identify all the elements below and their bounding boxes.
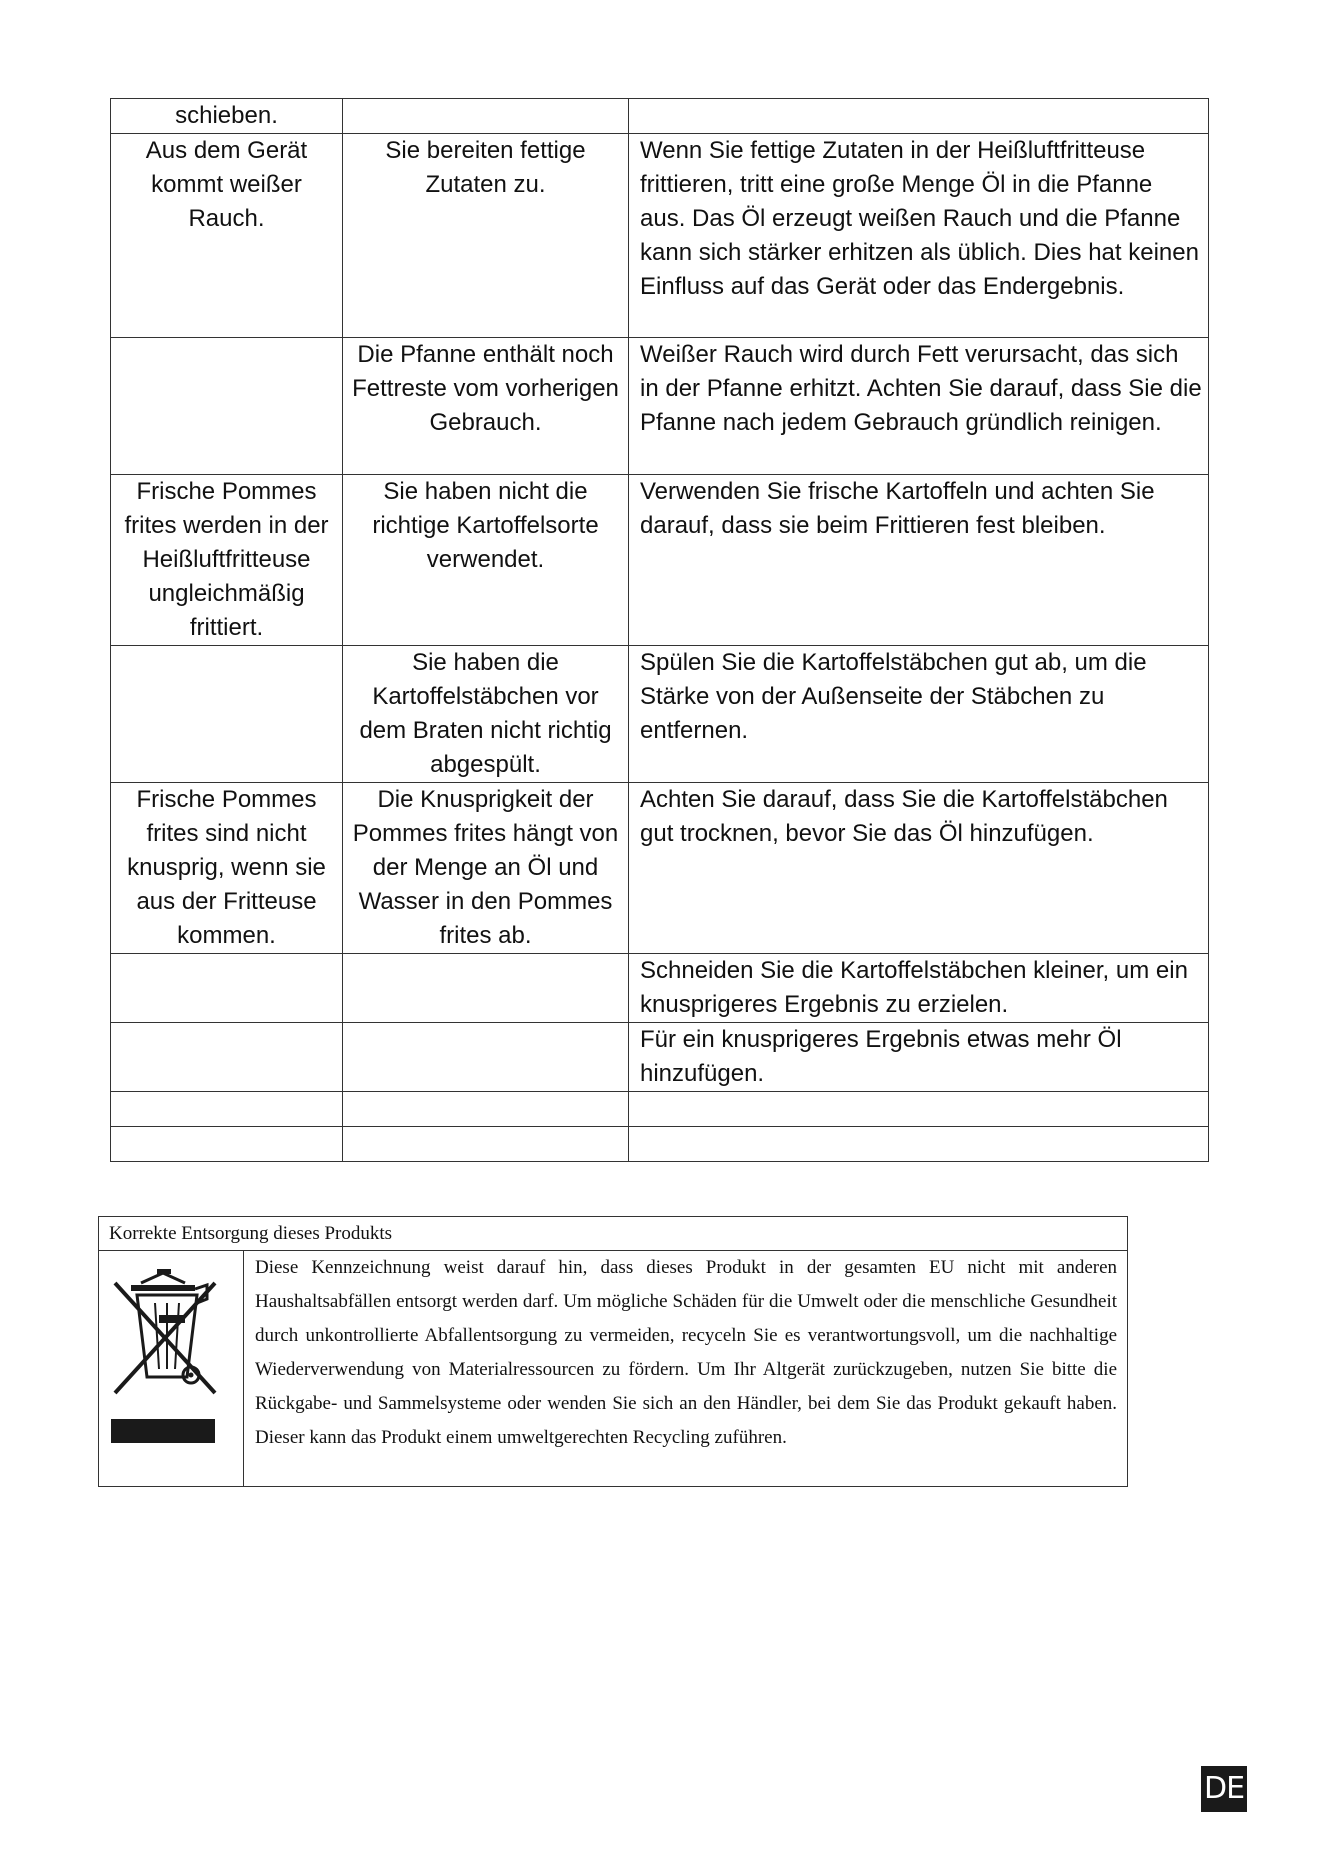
table-row (111, 134, 1209, 338)
weee-icon-cell (99, 1251, 244, 1487)
solution-cell (629, 1127, 1209, 1162)
table-row (111, 1092, 1209, 1127)
solution-cell (629, 1092, 1209, 1127)
cause-cell (343, 1092, 629, 1127)
solution-cell: Wenn Sie fettige Zutaten in der Heißluftfritteuse frittieren, tritt eine große Menge Öl in die Pfanne aus. Das Öl erzeugt weißen Rauch und die Pfanne kann sich stärker erhitzen als üblich. Dies hat keinen Einfluss auf das Gerät oder das Endergebnis. (629, 134, 1209, 338)
problem-cell: schieben. (111, 99, 343, 134)
cause-cell (343, 1127, 629, 1162)
problem-cell: Frische Pommes frites sind nicht knusprig, wenn sie aus der Fritteuse kommen. (111, 783, 343, 954)
solution-cell: Achten Sie darauf, dass Sie die Kartoffelstäbchen gut trocknen, bevor Sie das Öl hinzufügen. (629, 783, 1209, 954)
disposal-text: Diese Kennzeichnung weist darauf hin, dass dieses Produkt in der gesamten EU nicht mit anderen Haushaltsabfällen entsorgt werden darf. Um mögliche Schäden für die Umwelt oder die menschliche Gesundheit durch unkontrollierte Abfallentsorgung zu vermeiden, recyceln Sie es verantwortungsvoll, um die nachhaltige Wiederverwendung von Materialressourcen zu fördern. Um Ihr Altgerät zurückzugeben, nutzen Sie bitte die Rückgabe- und Sammelsysteme oder wenden Sie sich an den Händler, bei dem Sie das Produkt gekauft haben. Dieser kann das Produkt einem umweltgerechten Recycling zuführen. (244, 1251, 1128, 1487)
language-badge: DE (1201, 1766, 1247, 1812)
cause-cell (343, 954, 629, 1023)
problem-cell: Aus dem Gerät kommt weißer Rauch. (111, 134, 343, 338)
solution-cell: Für ein knusprigeres Ergebnis etwas mehr Öl hinzufügen. (629, 1023, 1209, 1092)
crossed-out-wheelie-bin-icon (111, 1265, 221, 1445)
cause-cell: Die Knusprigkeit der Pommes frites hängt von der Menge an Öl und Wasser in den Pommes frites ab. (343, 783, 629, 954)
problem-cell (111, 338, 343, 475)
cause-cell: Sie haben die Kartoffelstäbchen vor dem Braten nicht richtig abgespült. (343, 646, 629, 783)
problem-cell (111, 1127, 343, 1162)
table-row (111, 646, 1209, 783)
problem-cell (111, 1023, 343, 1092)
table-row (111, 1127, 1209, 1162)
table-row (111, 954, 1209, 1023)
problem-cell (111, 954, 343, 1023)
cause-cell (343, 1023, 629, 1092)
cause-cell: Sie bereiten fettige Zutaten zu. (343, 134, 629, 338)
cause-cell: Die Pfanne enthält noch Fettreste vom vorherigen Gebrauch. (343, 338, 629, 475)
problem-cell (111, 646, 343, 783)
cause-cell: Sie haben nicht die richtige Kartoffelsorte verwendet. (343, 475, 629, 646)
table-row (111, 1023, 1209, 1092)
disposal-heading: Korrekte Entsorgung dieses Produkts (99, 1217, 1128, 1251)
table-row (111, 783, 1209, 954)
table-row (111, 475, 1209, 646)
cause-cell (343, 99, 629, 134)
disposal-notice (98, 1216, 1128, 1487)
solution-cell: Schneiden Sie die Kartoffelstäbchen kleiner, um ein knusprigeres Ergebnis zu erzielen. (629, 954, 1209, 1023)
table-row (111, 99, 1209, 134)
table-row (111, 338, 1209, 475)
solution-cell: Verwenden Sie frische Kartoffeln und achten Sie darauf, dass sie beim Frittieren fest bleiben. (629, 475, 1209, 646)
solution-cell (629, 99, 1209, 134)
troubleshooting-table (110, 98, 1209, 1162)
problem-cell: Frische Pommes frites werden in der Heißluftfritteuse ungleichmäßig frittiert. (111, 475, 343, 646)
solution-cell: Weißer Rauch wird durch Fett verursacht, das sich in der Pfanne erhitzt. Achten Sie darauf, dass Sie die Pfanne nach jedem Gebrauch gründlich reinigen. (629, 338, 1209, 475)
problem-cell (111, 1092, 343, 1127)
solution-cell: Spülen Sie die Kartoffelstäbchen gut ab, um die Stärke von der Außenseite der Stäbchen zu entfernen. (629, 646, 1209, 783)
